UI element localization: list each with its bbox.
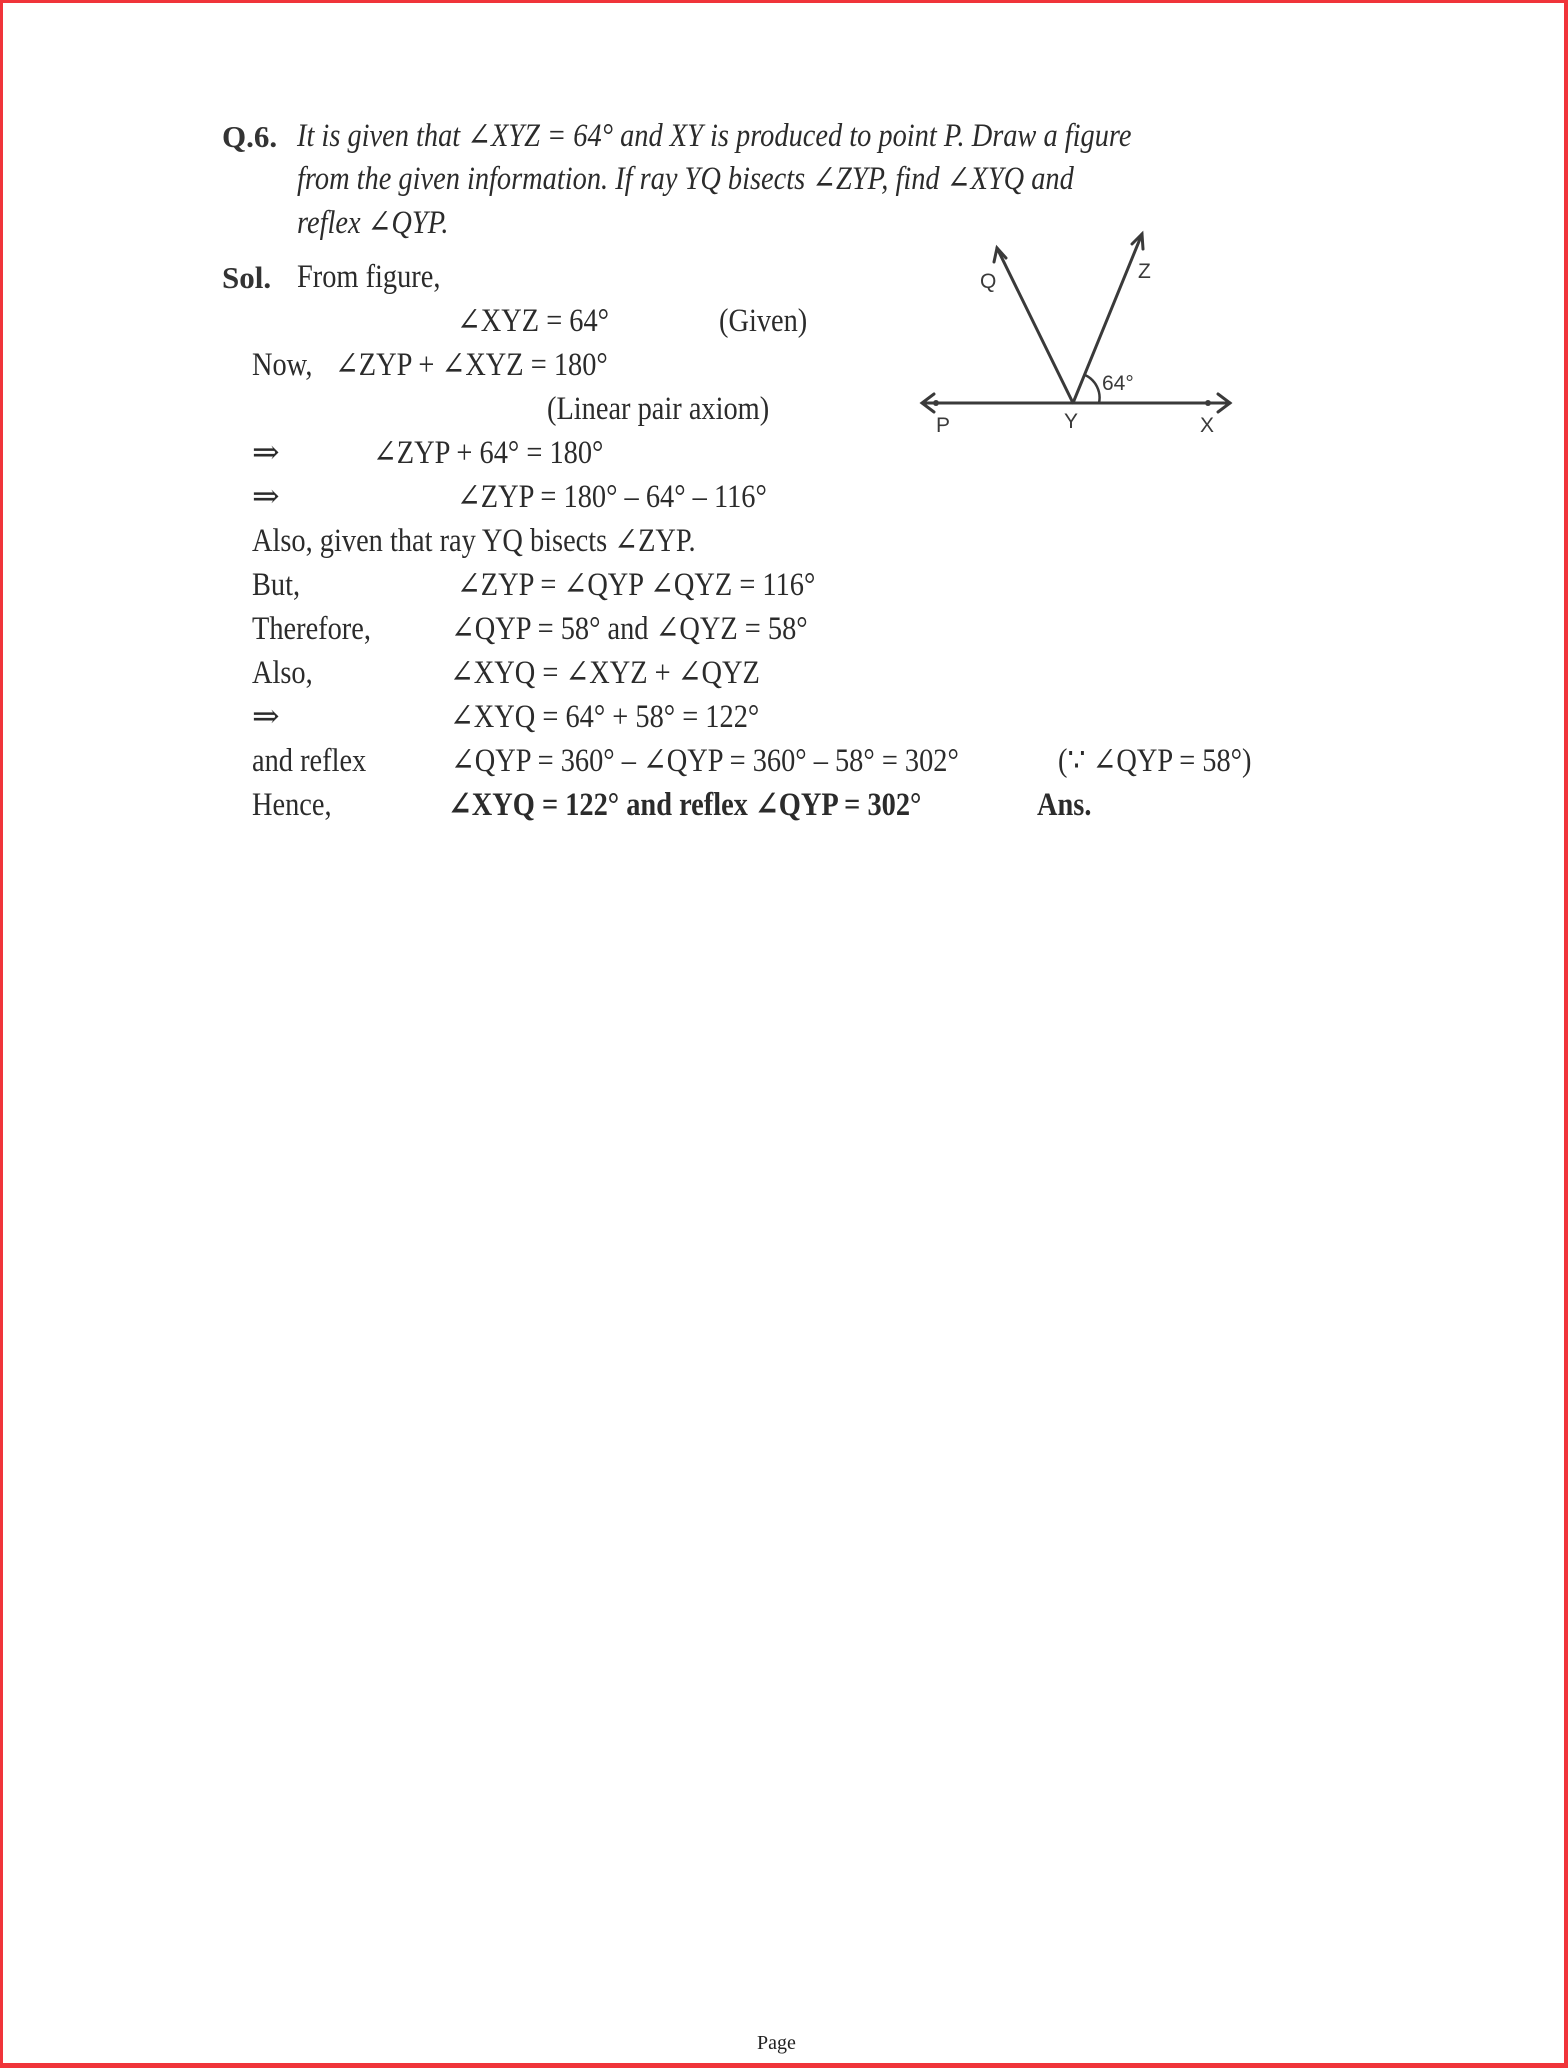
solution-lead: and reflex bbox=[252, 743, 367, 779]
label-q: Q bbox=[980, 270, 997, 293]
solution-expr: ∠XYQ = ∠XYZ + ∠QYZ bbox=[450, 655, 760, 691]
solution-note: (Linear pair axiom) bbox=[547, 391, 770, 427]
angle-arc bbox=[1085, 375, 1100, 403]
answer-marker: Ans. bbox=[1037, 787, 1092, 823]
solution-lead: Therefore, bbox=[252, 611, 371, 647]
solution-lead: But, bbox=[252, 567, 301, 603]
question-line-2: from the given information. If ray YQ bisects ∠ZYP, find ∠XYQ and bbox=[297, 161, 1074, 197]
solution-note: (Given) bbox=[719, 303, 808, 339]
angle-label: 64° bbox=[1102, 372, 1134, 395]
page-footer: Page bbox=[757, 2032, 796, 2054]
implies-symbol: ⇒ bbox=[252, 435, 280, 471]
solution-label: Sol. bbox=[222, 260, 272, 295]
solution-note: (∵ ∠QYP = 58°) bbox=[1058, 743, 1252, 779]
implies-symbol: ⇒ bbox=[252, 699, 280, 735]
final-answer: ∠XYQ = 122° and reflex ∠QYP = 302° bbox=[448, 787, 922, 823]
solution-intro: From figure, bbox=[297, 259, 441, 295]
angle-figure bbox=[900, 220, 1260, 450]
solution-expr: ∠XYZ = 64° bbox=[457, 303, 610, 339]
solution-statement: Also, given that ray YQ bisects ∠ZYP. bbox=[252, 523, 696, 559]
solution-expr: ∠XYQ = 64° + 58° = 122° bbox=[450, 699, 760, 735]
solution-lead: Also, bbox=[252, 655, 313, 691]
solution-expr: ∠ZYP + 64° = 180° bbox=[373, 435, 604, 471]
ray-yq bbox=[997, 248, 1073, 403]
label-x: X bbox=[1200, 414, 1215, 437]
solution-expr: ∠ZYP = 180° – 64° – 116° bbox=[457, 479, 767, 515]
solution-expr: ∠ZYP + ∠XYZ = 180° bbox=[335, 347, 608, 383]
question-line-3: reflex ∠QYP. bbox=[297, 205, 449, 241]
solution-expr: ∠QYP = 360° – ∠QYP = 360° – 58° = 302° bbox=[451, 743, 959, 779]
solution-lead: Hence, bbox=[252, 787, 332, 823]
solution-expr: ∠QYP = 58° and ∠QYZ = 58° bbox=[451, 611, 808, 647]
label-y: Y bbox=[1064, 410, 1079, 433]
solution-expr: ∠ZYP = ∠QYP ∠QYZ = 116° bbox=[457, 567, 816, 603]
solution-lead: Now, bbox=[252, 347, 313, 383]
label-z: Z bbox=[1138, 260, 1151, 283]
implies-symbol: ⇒ bbox=[252, 479, 280, 515]
label-p: P bbox=[936, 414, 951, 437]
question-label: Q.6. bbox=[222, 119, 278, 154]
question-line-1: It is given that ∠XYZ = 64° and XY is produced to point P. Draw a figure bbox=[297, 118, 1132, 154]
